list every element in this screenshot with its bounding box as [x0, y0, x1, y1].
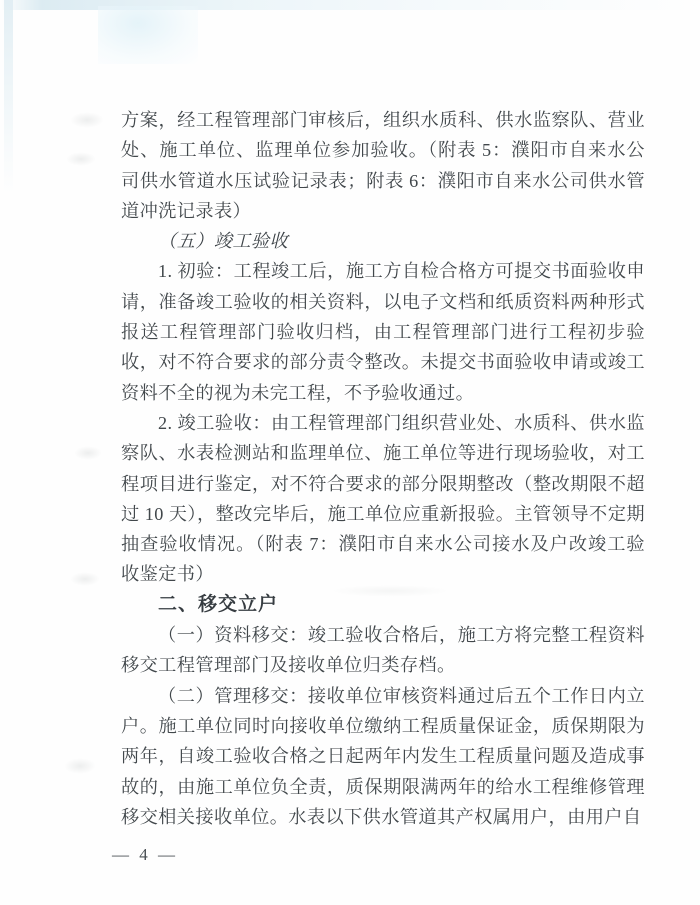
document-text-body: [121, 105, 645, 832]
paragraph-data-handover: （一）资料移交：竣工验收合格后，施工方将完整工程资料移交工程管理部门及接收单位归类存档。: [121, 625, 645, 676]
scan-artifact-smudge: [70, 112, 104, 128]
paragraph-completion-acceptance: 2. 竣工验收：由工程管理部门组织营业处、水质科、供水监察队、水表检测站和监理单位、施工单位等进行现场验收，对工程项目进行鉴定，对不符合要求的部分限期整改（整改期限不超过 10 天），整改完毕后，施工单位应重新报验。主管领导不定期抽查验收情况。（附表 7：濮阳市自来水公司接水及户改竣工验收鉴定书）: [121, 412, 645, 585]
page-number: — 4 —: [112, 845, 178, 864]
section-heading-er-handover: 二、移交立户: [158, 593, 279, 615]
section-heading-wu-completion-acceptance: （五）竣工验收: [158, 231, 289, 252]
scan-artifact-left-strip: [4, 0, 13, 195]
paragraph-management-handover: （二）管理移交：接收单位审核资料通过后五个工作日内立户。施工单位同时向接收单位缴纳工程质量保证金，质保期限为两年，自竣工验收合格之日起两年内发生工程质量问题及造成事故的，由施工单位负全责，质保期限满两年的给水工程维修管理移交相关接收单位。水表以下供水管道其产权属用户，由用户自: [121, 685, 645, 827]
paragraph-initial-inspection: 1. 初验：工程竣工后，施工方自检合格方可提交书面验收申请，准备竣工验收的相关资料，以电子文档和纸质资料两种形式报送工程管理部门验收归档，由工程管理部门进行工程初步验收，对不符合要求的部分责令整改。未提交书面验收申请或竣工资料不全的视为未完工程，不予验收通过。: [121, 261, 645, 403]
scan-artifact-smudge: [64, 758, 96, 774]
scan-artifact-smudge: [74, 446, 102, 460]
scan-artifact-smudge: [70, 572, 100, 586]
paragraph-continuation: 方案，经工程管理部门审核后，组织水质科、供水监察队、营业处、施工单位、监理单位参加验收。（附表 5：濮阳市自来水公司供水管道水压试验记录表；附表 6：濮阳市自来水公司供水管道冲洗记录表）: [121, 110, 645, 221]
scan-artifact-smudge: [66, 152, 96, 166]
scan-artifact-corner-blotch: [98, 6, 198, 64]
